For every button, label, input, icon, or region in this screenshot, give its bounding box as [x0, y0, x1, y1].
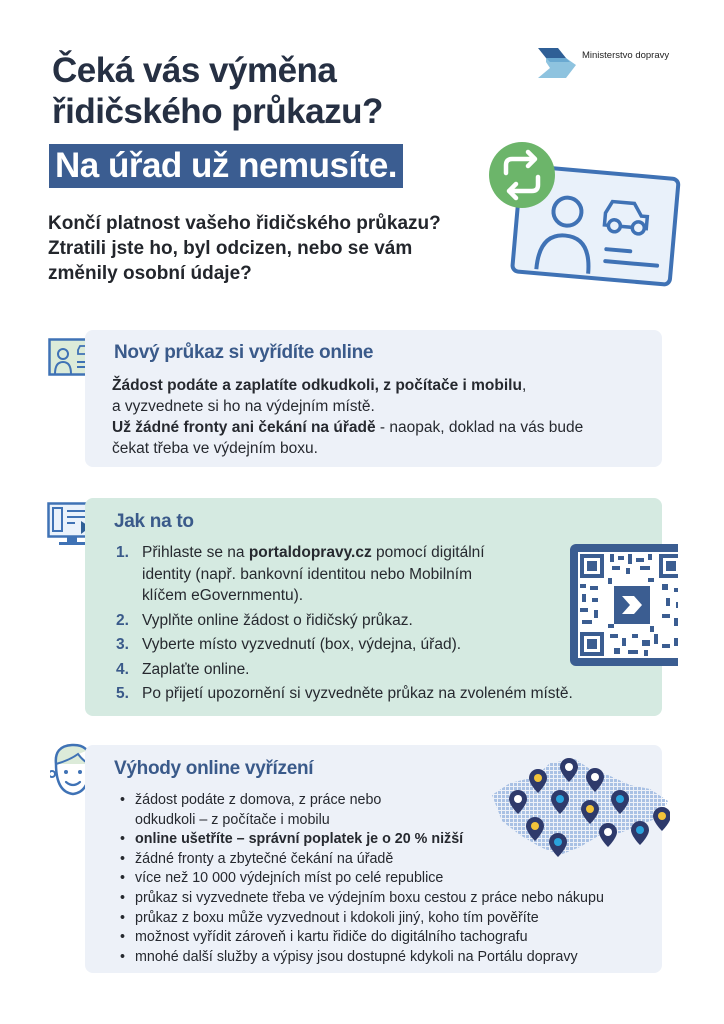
step-text: klíčem eGovernmentu). — [142, 587, 304, 604]
ministry-chevron-logo-icon — [536, 46, 580, 80]
step-item — [116, 610, 573, 632]
step-text: pomocí digitální — [371, 544, 485, 561]
intro-line: Ztratili jste ho, byl odcizen, nebo se vám — [48, 238, 413, 259]
section-howto — [85, 498, 662, 716]
online-line1-rest: , — [521, 377, 527, 394]
benefit-text: průkaz z boxu může vyzvednout i kdokoli jiný, koho tím pověříte — [135, 909, 539, 926]
title-line-1: Čeká vás výměna — [52, 51, 337, 90]
benefit-item — [120, 869, 604, 889]
intro-questions — [48, 211, 488, 286]
step-number: 4. — [116, 660, 129, 678]
benefit-text: odkudkoli – z počítače i mobilu — [135, 811, 330, 828]
step-number: 2. — [116, 611, 129, 629]
ministry-logo — [536, 46, 686, 86]
step-item — [116, 659, 573, 681]
step-item — [116, 542, 573, 607]
step-number: 5. — [116, 685, 129, 702]
hero-illustration — [480, 135, 710, 295]
benefit-item — [120, 948, 604, 968]
refresh-icon — [489, 142, 555, 208]
benefit-text: žádné fronty a zbytečné čekání na úřadě — [135, 850, 394, 867]
step-item — [116, 683, 573, 705]
benefit-text: žádost podáte z domova, z práce nebo — [135, 792, 382, 808]
benefit-item — [120, 889, 604, 909]
title-line-2: řidičského průkazu? — [52, 92, 383, 131]
steps-list — [116, 542, 573, 708]
page-title — [52, 50, 383, 132]
step-text: Zaplaťte online. — [142, 660, 250, 678]
step-text: Vyplňte online žádost o řidičský průkaz. — [142, 611, 413, 629]
online-line3-bold: Už žádné fronty ani čekání na úřadě — [112, 419, 376, 436]
driving-licence-card-icon — [480, 135, 710, 295]
step-text: identity (např. bankovní identitou nebo Mobilním — [142, 565, 473, 583]
benefit-text: průkaz si vyzvednete třeba ve výdejním boxu cestou z práce nebo nákupu — [135, 889, 604, 906]
step-text: Vyberte místo vyzvednutí (box, výdejna, úřad). — [142, 636, 462, 653]
section-online-text — [112, 375, 652, 459]
portal-link[interactable]: portaldopravy.cz — [248, 544, 372, 561]
benefit-item — [120, 909, 604, 929]
page-subtitle: Na úřad už nemusíte. — [49, 144, 403, 188]
benefit-text: možnost vyřídit zároveň i kartu řidiče do digitálního tachografu — [135, 929, 528, 946]
section-benefits — [85, 745, 662, 973]
benefit-text: více než 10 000 výdejních míst po celé republice — [135, 870, 444, 887]
step-number: 3. — [116, 636, 129, 653]
qr-code-icon[interactable] — [555, 544, 678, 666]
step-number: 1. — [116, 544, 129, 561]
online-line3-rest: - naopak, doklad na vás bude — [375, 419, 584, 436]
step-item — [116, 634, 573, 656]
step-text: Po přijetí upozornění si vyzvedněte průkaz na zvoleném místě. — [142, 685, 573, 702]
intro-line: změnily osobní údaje? — [48, 263, 252, 284]
benefit-item — [120, 928, 604, 948]
online-line1-bold: Žádost podáte a zaplatíte odkudkoli, z počítače i mobilu — [112, 377, 522, 394]
online-line4: čekat třeba ve výdejním boxu. — [112, 440, 318, 457]
logo-text: Ministerstvo dopravy — [582, 50, 670, 61]
online-line2: a vyzvednete si ho na výdejním místě. — [112, 398, 375, 415]
section-online-title: Nový průkaz si vyřídíte online — [114, 342, 374, 363]
benefit-text-bold: online ušetříte – správní poplatek je o 20 % nižší — [135, 831, 464, 848]
step-text: Přihlaste se na — [142, 544, 249, 561]
section-online — [85, 330, 662, 467]
benefit-text: mnohé další služby a výpisy jsou dostupné kdykoli na Portálu dopravy — [135, 948, 578, 965]
section-howto-title: Jak na to — [114, 511, 194, 532]
section-benefits-title: Výhody online vyřízení — [114, 758, 314, 779]
czech-map-pins-icon — [490, 755, 670, 860]
intro-line: Končí platnost vašeho řidičského průkazu? — [48, 213, 441, 234]
